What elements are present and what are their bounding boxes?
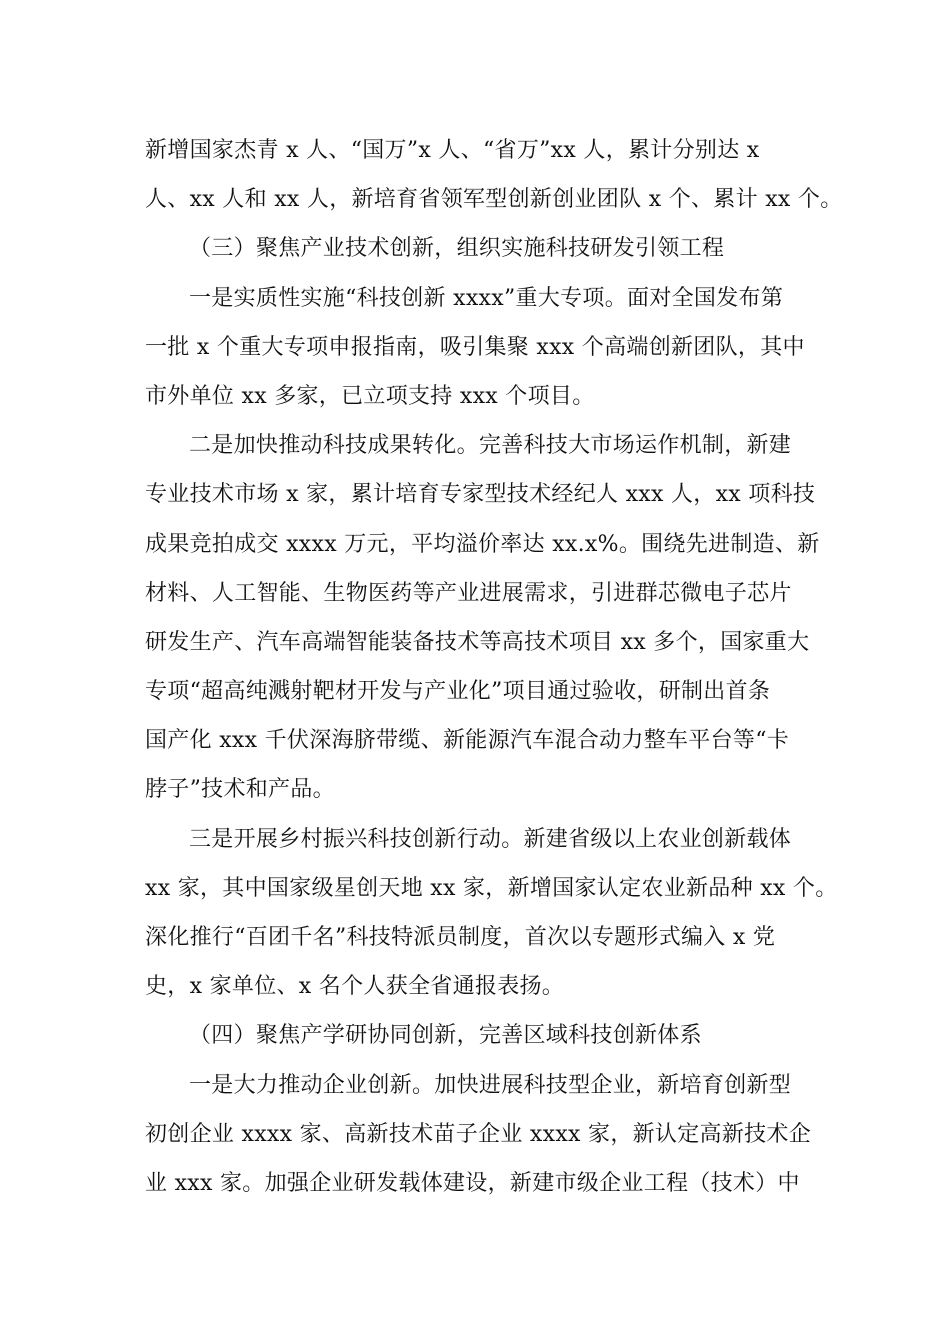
text-line: 业 xxx 家。加强企业研发载体建设，新建市级企业工程（技术）中 [145,1170,800,1196]
text-line: 一批 x 个重大专项申报指南，吸引集聚 xxx 个高端创新团队，其中 [145,334,805,360]
text-line: 深化推行“百团千名”科技特派员制度，首次以专题形式编入 x 党 [145,925,776,950]
text-line: 国产化 xxx 千伏深海脐带缆、新能源汽车混合动力整车平台等“卡 [145,728,790,754]
text-line: 脖子”技术和产品。 [145,777,335,803]
text-line: xx 家，其中国家级星创天地 xx 家，新增国家认定农业新品种 xx 个。 [145,875,838,901]
document-body [145,126,843,1208]
text-line: 三是开展乡村振兴科技创新行动。新建省级以上农业创新载体 [189,826,792,852]
text-line: 成果竞拍成交 xxxx 万元，平均溢价率达 xx.x%。围绕先进制造、新 [145,531,820,557]
text-line: 材料、人工智能、生物医药等产业进展需求，引进群芯微电子芯片 [145,580,792,606]
text-line: 一是实质性实施“科技创新 xxxx”重大专项。面对全国发布第 [189,285,784,311]
text-line: 新增国家杰青 x 人、“国万”x 人、“省万”xx 人，累计分别达 x [145,138,760,163]
text-line: 市外单位 xx 多家，已立项支持 xxx 个项目。 [145,383,595,409]
section-heading-4: （四）聚焦产学研协同创新，完善区域科技创新体系 [189,1023,702,1049]
text-line: 专业技术市场 x 家，累计培育专家型技术经纪人 xxx 人，xx 项科技 [145,482,816,508]
text-line: 研发生产、汽车高端智能装备技术等高技术项目 xx 多个，国家重大 [145,629,810,655]
text-line: 人、xx 人和 xx 人，新培育省领军型创新创业团队 x 个、累计 xx 个。 [145,187,843,213]
text-line: 一是大力推动企业创新。加快进展科技型企业，新培育创新型 [189,1072,792,1098]
text-line: 二是加快推动科技成果转化。完善科技大市场运作机制，新建 [189,433,792,459]
text-line: 专项“超高纯溅射靶材开发与产业化”项目通过验收，研制出首条 [145,679,771,705]
section-heading-3: （三）聚焦产业技术创新，组织实施科技研发引领工程 [189,236,725,262]
text-line: 史，x 家单位、x 名个人获全省通报表扬。 [145,974,565,1000]
text-line: 初创企业 xxxx 家、高新技术苗子企业 xxxx 家，新认定高新技术企 [145,1121,812,1147]
